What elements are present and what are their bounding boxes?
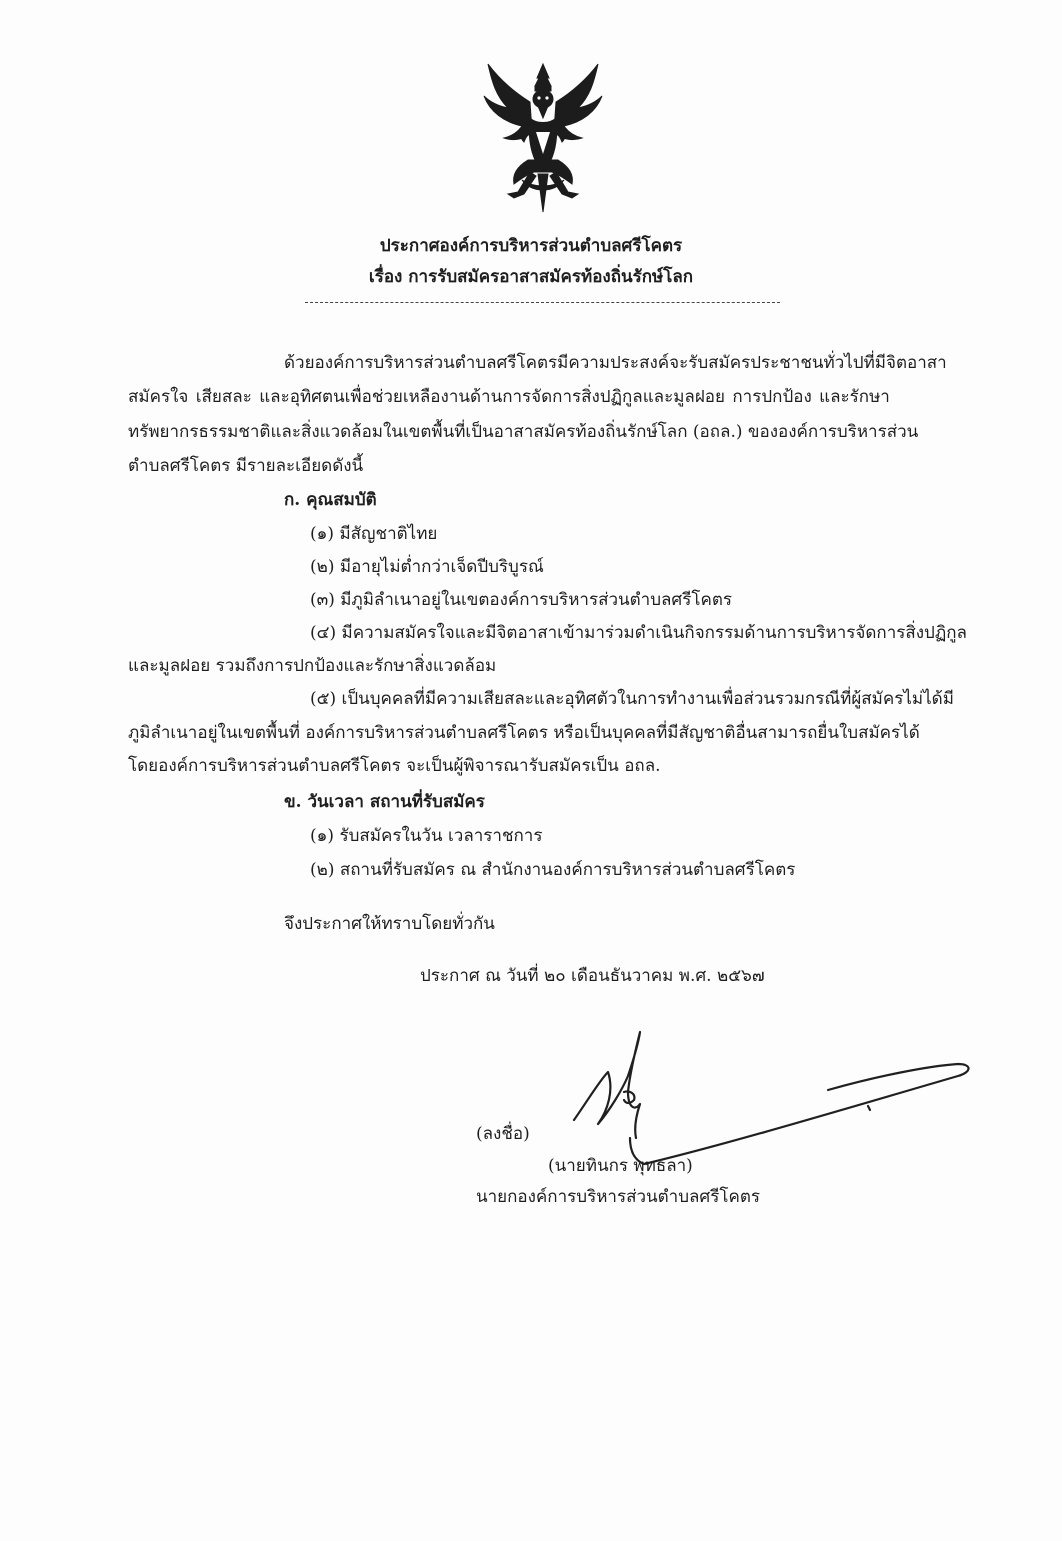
list-item: (๑) รับสมัครในวัน เวลาราชการ: [310, 826, 543, 846]
list-item: (๕) เป็นบุคคลที่มีความเสียสละและอุทิศตัวในการทำงานเพื่อส่วนรวมกรณีที่ผู้สมัครไม่ได้มี: [310, 689, 954, 709]
list-item: (๑) มีสัญชาติไทย: [310, 524, 438, 544]
intro-line: สมัครใจ เสียสละ และอุทิศตนเพื่อช่วยเหลืองานด้านการจัดการสิ่งปฏิกูลและมูลฝอย การปกป้อง และรักษา: [128, 387, 890, 407]
list-item: (๒) สถานที่รับสมัคร ณ สำนักงานองค์การบริหารส่วนตำบลศรีโคตร: [310, 860, 796, 880]
intro-line: ตำบลศรีโคตร มีรายละเอียดดังนี้: [128, 456, 364, 476]
subject-line: เรื่อง การรับสมัครอาสาสมัครท้องถิ่นรักษ์โลก: [368, 267, 694, 287]
list-item: (๓) มีภูมิลำเนาอยู่ในเขตองค์การบริหารส่วนตำบลศรีโคตร: [310, 590, 733, 610]
signature-label: (ลงชื่อ): [476, 1124, 530, 1144]
list-item-continued: และมูลฝอย รวมถึงการปกป้องและรักษาสิ่งแวดล้อม: [128, 656, 497, 676]
garuda-emblem-icon: [478, 62, 608, 214]
list-item: (๔) มีความสมัครใจและมีจิตอาสาเข้ามาร่วมดำเนินกิจกรรมด้านการบริหารจัดการสิ่งปฏิกูล: [310, 623, 967, 643]
page-title: ประกาศองค์การบริหารส่วนตำบลศรีโคตร: [379, 236, 683, 256]
signatory-position: นายกองค์การบริหารส่วนตำบลศรีโคตร: [476, 1187, 761, 1207]
section-heading: ก. คุณสมบัติ: [284, 490, 377, 510]
list-item: (๒) มีอายุไม่ต่ำกว่าเจ็ดปีบริบูรณ์: [310, 557, 544, 577]
closing-text: จึงประกาศให้ทราบโดยทั่วกัน: [284, 914, 495, 934]
announcement-date: ประกาศ ณ วันที่ ๒๐ เดือนธันวาคม พ.ศ. ๒๕๖๗: [420, 966, 765, 986]
header-divider: [305, 302, 780, 303]
intro-line: ทรัพยากรธรรมชาติและสิ่งแวดล้อมในเขตพื้นที่เป็นอาสาสมัครท้องถิ่นรักษ์โลก (อถล.) ขององค์การบริหารส่วน: [128, 422, 919, 442]
intro-line: ด้วยองค์การบริหารส่วนตำบลศรีโคตรมีความประสงค์จะรับสมัครประชาชนทั่วไปที่มีจิตอาสา: [284, 353, 947, 373]
section-heading: ข. วันเวลา สถานที่รับสมัคร: [284, 792, 485, 812]
list-item-continued: ภูมิลำเนาอยู่ในเขตพื้นที่ องค์การบริหารส่วนตำบลศรีโคตร หรือเป็นบุคคลที่มีสัญชาติอื่นสามารถยื่นใบสมัครได้: [128, 723, 920, 743]
signatory-name: (นายทินกร พุทธลา): [548, 1156, 693, 1176]
list-item-continued: โดยองค์การบริหารส่วนตำบลศรีโคตร จะเป็นผู้พิจารณารับสมัครเป็น อถล.: [128, 756, 661, 776]
